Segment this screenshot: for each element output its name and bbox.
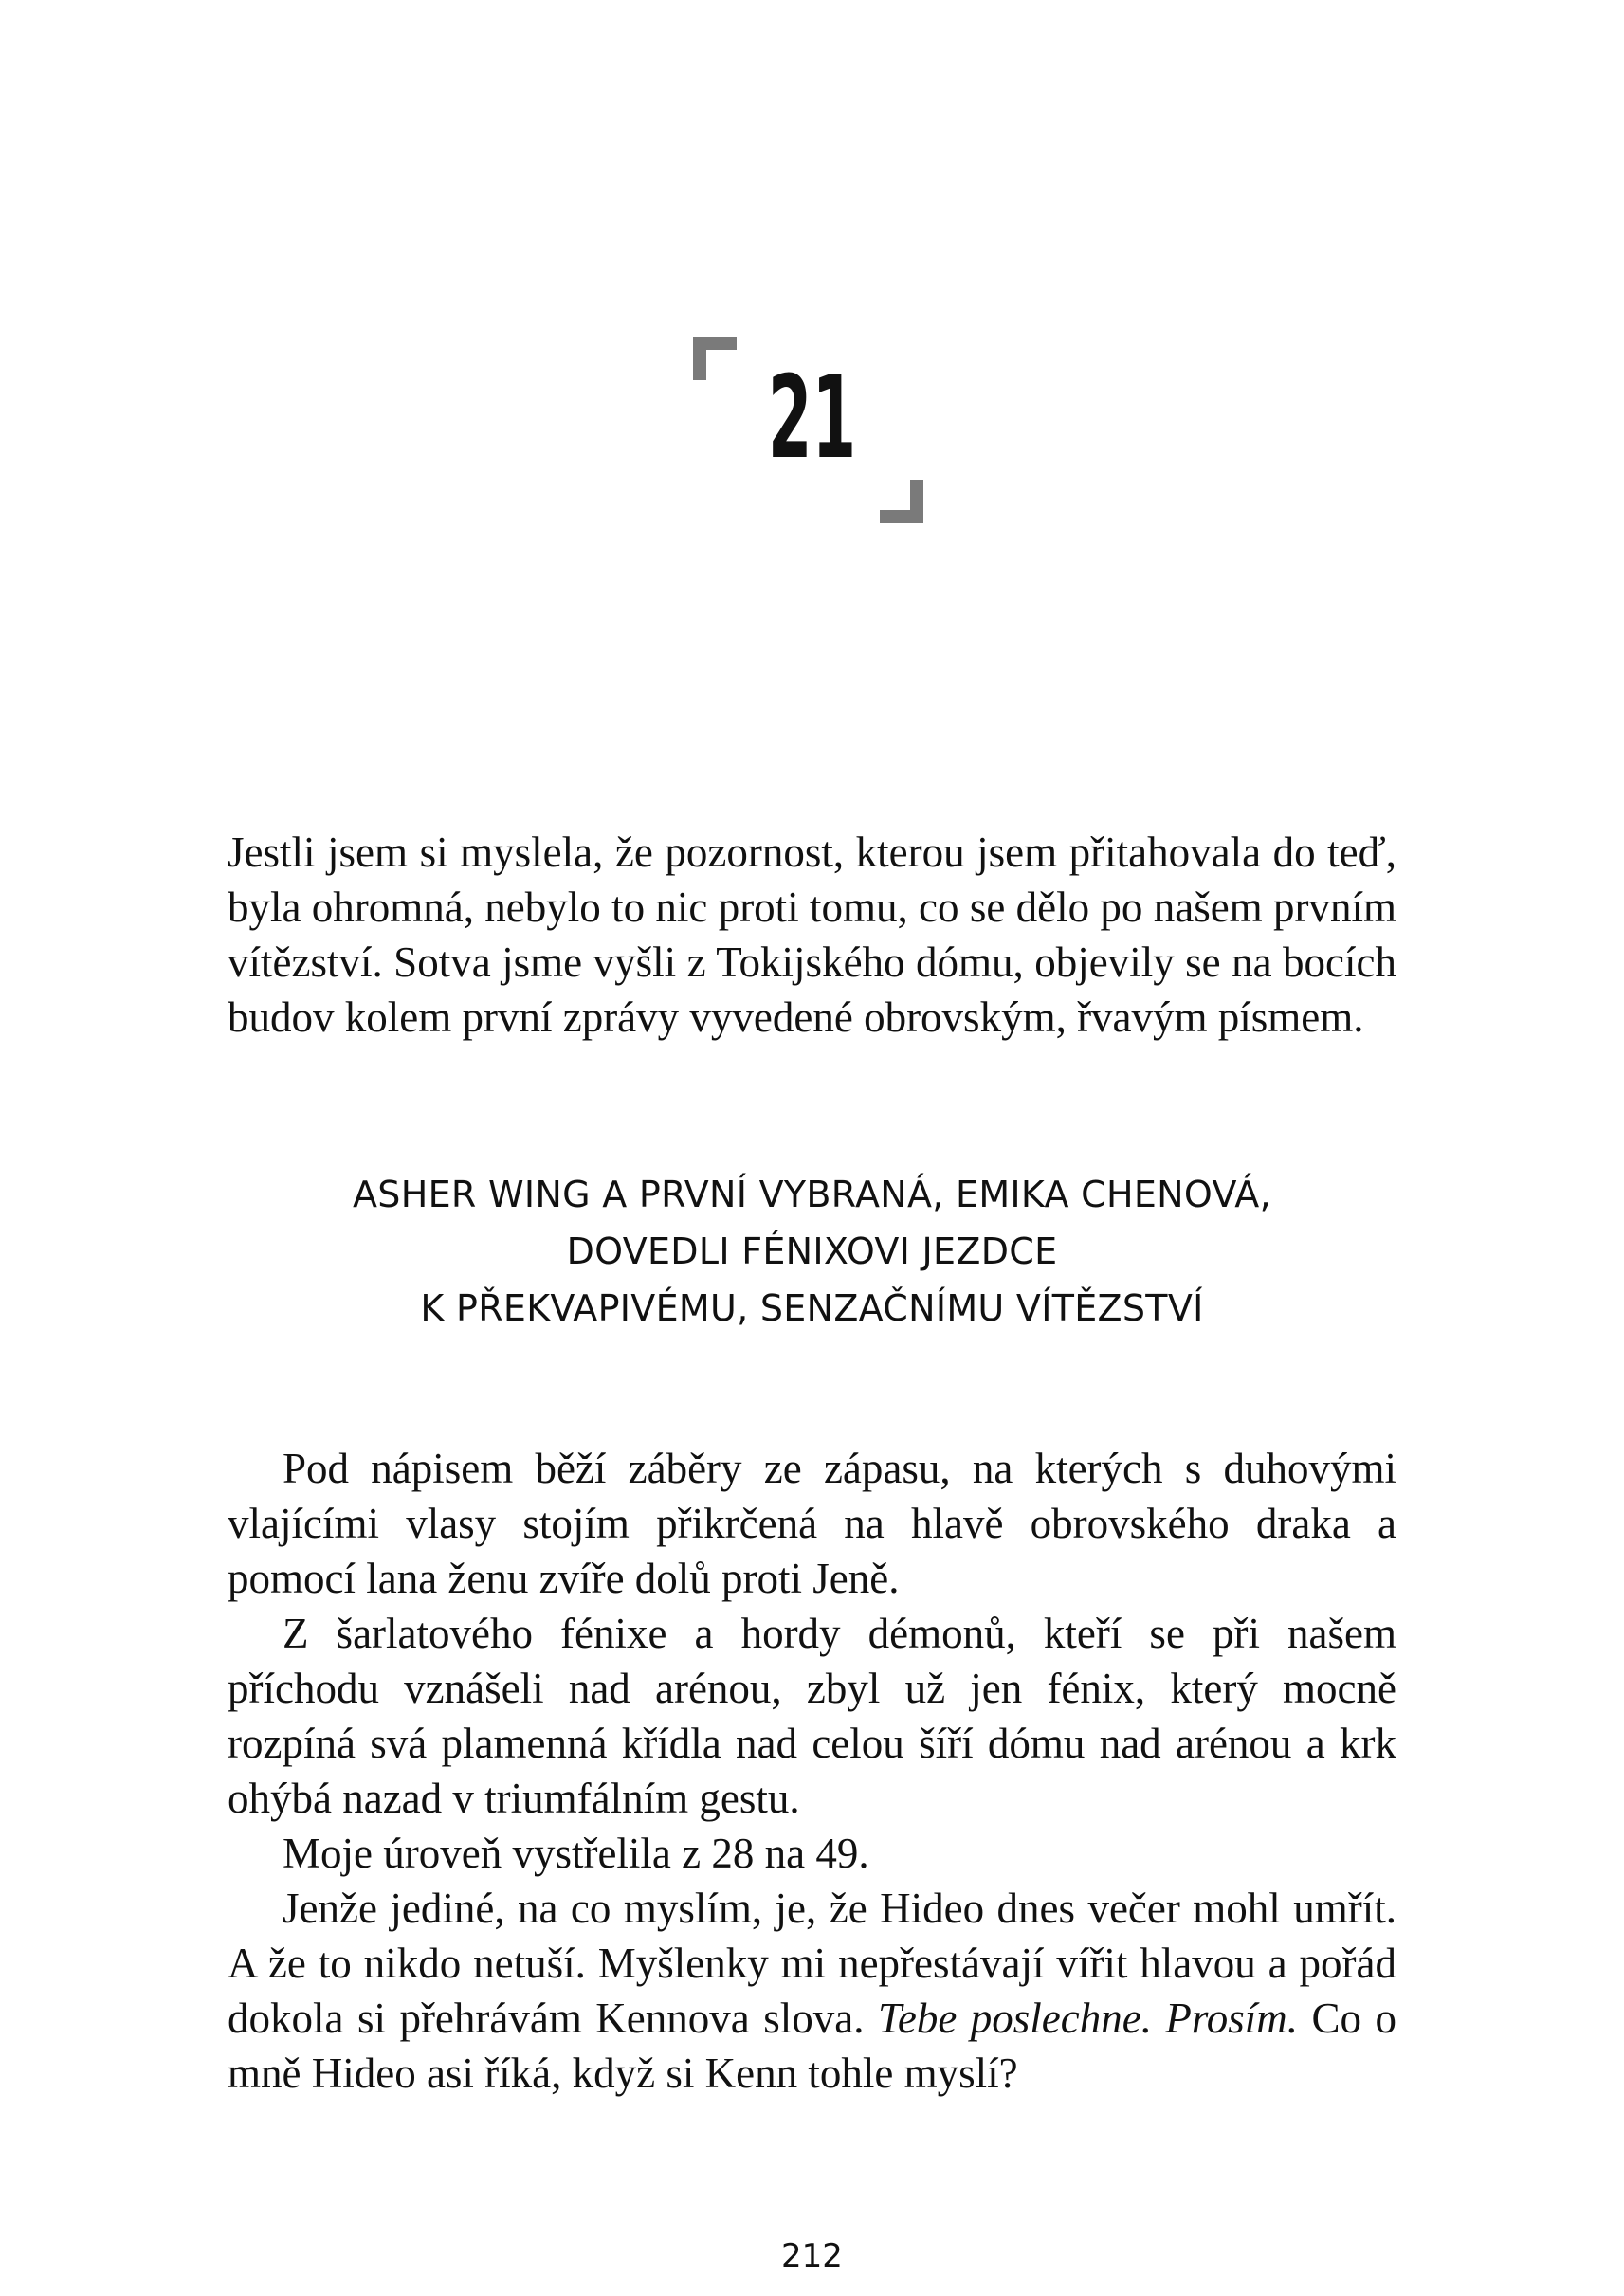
corner-bracket-bottom-right-icon (880, 480, 923, 523)
chapter-heading (228, 322, 1396, 597)
page-number: 212 (781, 2237, 843, 2275)
body-paragraph-4-italic: Tebe poslechne. Prosím. (877, 1995, 1299, 2042)
body-paragraph-4-start: Jenže jediné, na co myslím, je, že Hideo dnes večer mohl umřít. A že to nikdo netuší. Myšlenky mi nepřestávají vířit hlavou a pořád dokola si přehrávám Kennova slova. (228, 1885, 1396, 2042)
headline-line-3: K PŘEKVAPIVÉMU, SENZAČNÍMU VÍTĚZSTVÍ (420, 1287, 1204, 1329)
body-paragraph-3: Moje úroveň vystřelila z 28 na 49. (283, 1830, 869, 1877)
news-headline (228, 1166, 1396, 1384)
body-text (228, 1441, 1396, 2237)
body-paragraph-4-end: Co o mně Hideo asi říká, když si Kenn tohle myslí? (228, 1995, 1396, 2097)
body-paragraph-1: Pod nápisem běží záběry ze zápasu, na kterých s duhovými vlajícími vlasy stojím přikrčená na hlavě obrovského draka a pomocí lana ženu zvíře dolů proti Jeně. (228, 1445, 1396, 1602)
headline-line-2: DOVEDLI FÉNIXOVI JEZDCE (566, 1230, 1058, 1272)
body-paragraph-4 (228, 1881, 1396, 2101)
chapter-number: 21 (767, 353, 857, 484)
lead-paragraph: Jestli jsem si myslela, že pozornost, kterou jsem přitahovala do teď, byla ohromná, nebylo to nic proti tomu, co se dělo po našem prvním vítězství. Sotva jsme vyšli z Tokijského dómu, objevily se na bocích budov kolem první zprávy vyvedené obrovským, řvavým písmem. (228, 829, 1396, 1041)
headline-line-1: ASHER WING A PRVNÍ VYBRANÁ, EMIKA CHENOVÁ, (352, 1174, 1271, 1215)
body-paragraph-2: Z šarlatového fénixe a hordy démonů, kteří se při našem příchodu vznášeli nad arénou, zbyl už jen fénix, který mocně rozpíná svá plamenná křídla nad celou šíří dómu nad arénou a krk ohýbá nazad v triumfálním gestu. (228, 1610, 1396, 1822)
